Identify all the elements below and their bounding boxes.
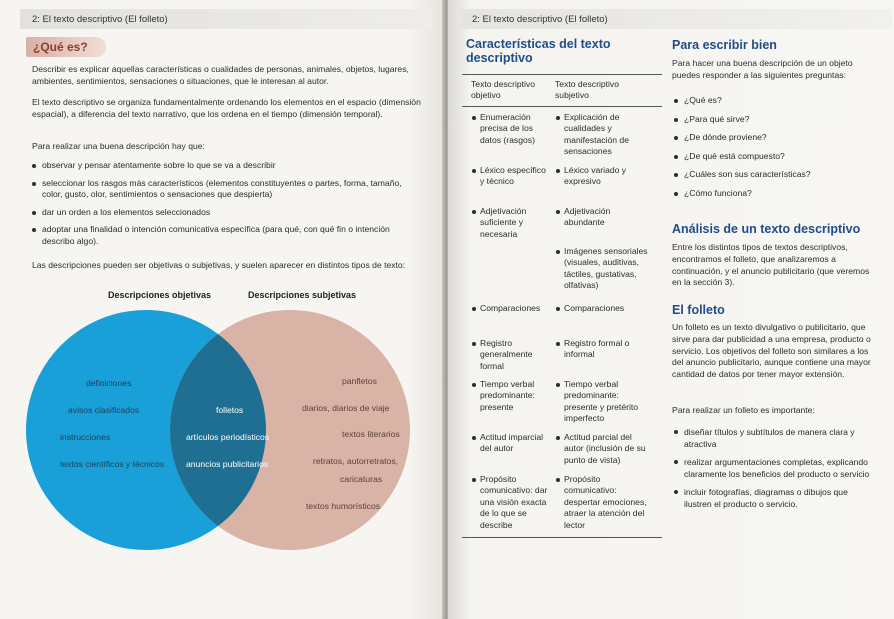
venn-label-subjective: textos humorísticos bbox=[306, 501, 381, 511]
closing-paragraph: Las descripciones pueden ser objetivas o subjetivas, y suelen aparecer en distintos tipos de texto: bbox=[32, 260, 406, 270]
list-item: observar y pensar atentamente sobre lo que se va a describir bbox=[32, 160, 412, 172]
running-header-right: 2: El texto descriptivo (El folleto) bbox=[460, 9, 892, 29]
table-top-rule bbox=[462, 74, 662, 75]
list-item: diseñar títulos y subtítulos de manera clara y atractiva bbox=[674, 426, 874, 450]
table-cell-subjective: Comparaciones bbox=[564, 303, 648, 314]
list-item: incluir fotografías, diagramas o dibujos que ilustren el producto o servicio. bbox=[674, 486, 874, 510]
folleto-important-list bbox=[674, 426, 874, 516]
table-cell-objective: Registro generalmente formal bbox=[480, 338, 544, 372]
definition-paragraph: Describir es explicar aquellas características o cualidades de personas, animales, objetos, lugares, ambientes, sentimientos, sensaciones o situaciones, que le interesan al autor. bbox=[32, 64, 409, 86]
venn-label-subjective: caricaturas bbox=[340, 474, 383, 484]
folleto-important-intro: Para realizar un folleto es importante: bbox=[672, 405, 815, 415]
list-item: adoptar una finalidad o intención comunicativa específica (para qué, con qué fin o intención describo algo). bbox=[32, 224, 412, 247]
venn-label-objective: avisos clasificados bbox=[68, 405, 140, 415]
table-cell-objective: Propósito comunicativo: dar una visión exacta de lo que se describe bbox=[480, 474, 550, 531]
list-item: ¿Para qué sirve? bbox=[674, 114, 874, 125]
venn-label-objective: textos científicos y técnicos bbox=[60, 459, 165, 469]
folleto-heading: El folleto bbox=[672, 303, 725, 317]
table-bottom-rule bbox=[462, 537, 662, 538]
folleto-text: Un folleto es un texto divulgativo o publicitario, que sirve para dar publicidad a una empresa, producto o servicio. Los objetivos del folleto son similares a los del anuncio publicitario, aunque contiene una mayor cantidad de datos por tener mayor extensión. bbox=[672, 322, 871, 380]
table-cell-subjective: Actitud parcial del autor (inclusión de su punto de vista) bbox=[564, 432, 648, 466]
table-cell-subjective: Tiempo verbal predominante: presente y pretérito imperfecto bbox=[564, 379, 648, 425]
table-cell-subjective: Imágenes sensoriales (visuales, auditivas, táctiles, gustativas, olfativas) bbox=[564, 246, 656, 292]
venn-label-subjective: textos literarios bbox=[342, 429, 400, 439]
table-cell-subjective: Propósito comunicativo: despertar emociones, atraer la atención del lector bbox=[564, 474, 647, 530]
table-cell-objective: Adjetivación suficiente y necesaria bbox=[480, 206, 548, 240]
running-header-left: 2: El texto descriptivo (El folleto) bbox=[20, 9, 432, 29]
write-well-heading: Para escribir bien bbox=[672, 38, 777, 52]
left-page bbox=[0, 0, 444, 619]
right-page bbox=[448, 0, 894, 619]
venn-label-both: artículos periodísticos bbox=[186, 432, 270, 442]
analysis-heading: Análisis de un texto descriptivo bbox=[672, 222, 861, 236]
list-item: ¿De qué está compuesto? bbox=[674, 151, 874, 162]
table-cell-objective: Tiempo verbal predominante: presente bbox=[480, 379, 548, 413]
column-header-subjective: Texto descriptivo subjetivo bbox=[555, 79, 620, 101]
steps-list bbox=[32, 160, 412, 253]
requirements-intro: Para realizar una buena descripción hay que: bbox=[32, 141, 205, 151]
table-cell-subjective: Adjetivación abundante bbox=[564, 206, 648, 229]
venn-label-both: folletos bbox=[216, 405, 244, 415]
list-item: ¿De dónde proviene? bbox=[674, 132, 874, 143]
table-title: Características del texto descriptivo bbox=[466, 37, 611, 65]
write-well-intro: Para hacer una buena descripción de un objeto puedes responder a las siguientes preguntas: bbox=[672, 58, 853, 80]
table-cell-objective: Enumeración precisa de los datos (rasgos) bbox=[480, 112, 548, 146]
venn-label-both: anuncios publicitarios bbox=[186, 459, 269, 469]
venn-title-objective: Descripciones objetivas bbox=[108, 290, 212, 300]
table-cell-objective: Léxico específico y técnico bbox=[480, 165, 548, 188]
column-header-objective: Texto descriptivo objetivo bbox=[471, 79, 536, 101]
questions-list bbox=[674, 95, 874, 207]
organization-paragraph: El texto descriptivo se organiza fundamentalmente ordenando los elementos en el espacio (dimensión espacial), a diferencia del texto narrativo, que los ordena en el tiempo (dimensión temporal). bbox=[32, 97, 421, 119]
list-item: seleccionar los rasgos más característicos (elementos constituyentes o partes, forma, tamaño, color, gusto, olor, sentimientos o sensaciones que despierta) bbox=[32, 178, 412, 201]
table-cell-objective: Comparaciones bbox=[480, 303, 552, 314]
table-cell-subjective: Explicación de cualidades y manifestación de sensaciones bbox=[564, 112, 648, 158]
table-cell-objective: Actitud imparcial del autor bbox=[480, 432, 544, 454]
venn-label-subjective: panfletos bbox=[342, 376, 377, 386]
list-item: dar un orden a los elementos seleccionados bbox=[32, 207, 412, 219]
venn-label-subjective: retratos, autorretratos, bbox=[313, 456, 399, 466]
section-title-que-es: ¿Qué es? bbox=[26, 37, 106, 57]
table-cell-subjective: Léxico variado y expresivo bbox=[564, 165, 648, 188]
venn-label-objective: instrucciones bbox=[60, 432, 111, 442]
table-cell-subjective: Registro formal o informal bbox=[564, 338, 634, 361]
table-header-rule bbox=[462, 106, 662, 107]
list-item: realizar argumentaciones completas, explicando claramente los beneficios del producto o servicio bbox=[674, 456, 874, 480]
venn-label-subjective: diarios, diarios de viaje bbox=[302, 403, 390, 413]
venn-label-objective: definiciones bbox=[86, 378, 132, 388]
analysis-text: Entre los distintos tipos de textos descriptivos, encontramos el folleto, que analizaremos a continuación, y el anuncio publicitario (que veremos en la sección 3). bbox=[672, 242, 870, 288]
list-item: ¿Cómo funciona? bbox=[674, 188, 874, 199]
list-item: ¿Qué es? bbox=[674, 95, 874, 106]
list-item: ¿Cuáles son sus características? bbox=[674, 169, 874, 180]
venn-title-subjective: Descripciones subjetivas bbox=[248, 290, 357, 300]
